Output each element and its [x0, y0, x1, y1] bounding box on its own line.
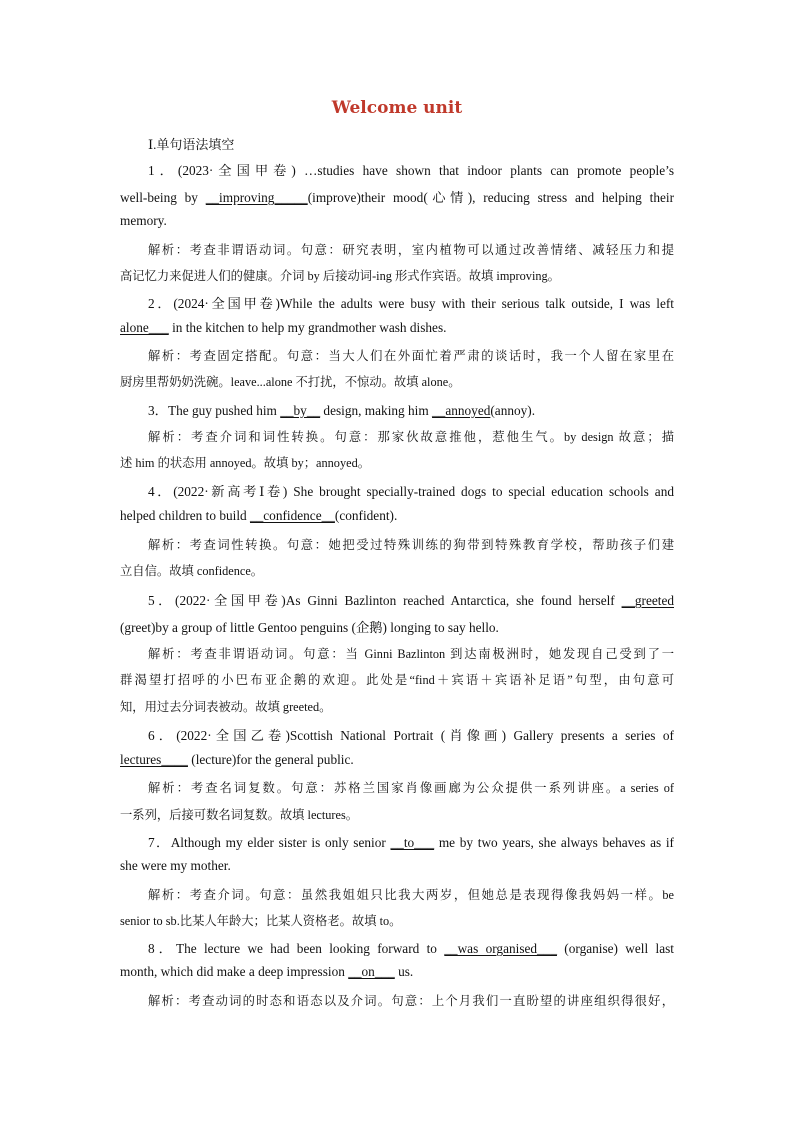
explanation-line	[148, 644, 674, 662]
line-text: 解析：考查动词的时态和语态以及介词。句意：上个月我们一直盼望的讲座组织得很好，	[148, 994, 674, 1008]
line-text: me by two years, she always behaves as if	[434, 835, 674, 850]
line-text: 知，用过去分词表被动。故填 greeted。	[120, 700, 332, 714]
line-text: 解析：考查非谓语动词。句意：当 Ginni Bazlinton 到达南极洲时，她发现自己受到了一	[148, 647, 674, 661]
explanation-line	[148, 885, 674, 903]
question-line	[120, 858, 674, 874]
line-text: 6．(2022·全国乙卷)Scottish National Portrait (肖像画) Gallery presents a series of	[148, 728, 674, 743]
line-text: 3．The guy pushed him	[148, 403, 281, 418]
line-text: 高记忆力来促进人们的健康。介词 by 后接动词-ing 形式作宾语。故填 improving。	[120, 269, 560, 283]
line-text: senior to sb.比某人年龄大；比某人资格老。故填 to。	[120, 914, 402, 928]
answer-blank: __confidence__	[249, 508, 335, 523]
explanation-line	[120, 911, 674, 929]
line-text: 解析：考查介词。句意：虽然我姐姐只比我大两岁，但她总是表现得像我妈妈一样。be	[148, 888, 674, 902]
line-text: (greet)by a group of little Gentoo penguins (企鹅) longing to say hello.	[120, 620, 499, 635]
line-text: 解析：考查非谓语动词。句意：研究表明，室内植物可以通过改善情绪、减轻压力和提	[148, 243, 674, 257]
line-text: 4．(2022·新高考Ⅰ卷) She brought specially-trained dogs to special education schools and	[148, 484, 674, 499]
line-text: (annoy).	[490, 403, 536, 418]
line-text: 立自信。故填 confidence。	[120, 564, 264, 578]
explanation-line	[120, 697, 674, 715]
page-title: Welcome unit	[331, 98, 463, 118]
question-line	[120, 964, 674, 980]
answer-blank: __to___	[390, 835, 435, 850]
explanation-line	[120, 805, 674, 823]
question-line	[148, 481, 674, 500]
question-line	[120, 187, 674, 206]
answer-blank: __on___	[348, 964, 395, 979]
line-text: 解析：考查名词复数。句意：苏格兰国家肖像画廊为公众提供一系列讲座。a series of	[148, 781, 674, 795]
answer-blank: __annoyed	[432, 403, 491, 418]
line-text: 8．The lecture we had been looking forward to	[148, 941, 445, 956]
line-text: 5．(2022·全国甲卷)As Ginni Bazlinton reached Antarctica, she found herself	[148, 593, 622, 608]
answer-blank: __improving_____	[205, 190, 308, 205]
explanation-line	[120, 561, 674, 579]
line-text: design, making him	[320, 403, 433, 418]
question-line	[120, 508, 674, 524]
line-text: 解析：考查词性转换。句意：她把受过特殊训练的狗带到特殊教育学校，帮助孩子们建	[148, 538, 674, 552]
question-line	[148, 590, 674, 609]
line-text: (confident).	[334, 508, 398, 523]
question-line	[148, 293, 674, 312]
line-text: 1．(2023·全国甲卷) …studies have shown that indoor plants can promote people’s	[148, 163, 674, 178]
question-line	[120, 617, 674, 636]
line-text: she were my mother.	[120, 858, 231, 873]
section-heading: Ⅰ.单句语法填空	[148, 137, 235, 152]
line-text: memory.	[120, 213, 167, 228]
line-text: well-being by	[120, 190, 206, 205]
line-text: 一系列，后接可数名词复数。故填 lectures。	[120, 808, 359, 822]
line-text: (improve)their mood(心情), reducing stress and helping their	[307, 190, 674, 205]
question-line	[148, 832, 674, 851]
explanation-line	[120, 670, 674, 688]
line-text: (organise) well last	[556, 941, 674, 956]
line-text: 述 him 的状态用 annoyed。故填 by；annoyed。	[120, 456, 371, 470]
question-line	[148, 400, 674, 419]
line-text: month, which did make a deep impression	[120, 964, 349, 979]
explanation-line	[120, 266, 674, 284]
explanation-line	[120, 372, 674, 390]
question-line	[120, 320, 674, 336]
line-text: in the kitchen to help my grandmother wash dishes.	[168, 320, 447, 335]
question-line	[148, 725, 674, 744]
question-line	[148, 938, 674, 957]
line-text: 7．Although my elder sister is only senior	[148, 835, 391, 850]
explanation-line	[148, 778, 674, 796]
line-text: 群渴望打招呼的小巴布亚企鹅的欢迎。此处是“find＋宾语＋宾语补足语”句型，由句意可	[120, 673, 674, 687]
answer-blank: lectures____	[120, 752, 188, 767]
explanation-line	[148, 240, 674, 258]
question-line	[148, 160, 674, 179]
line-text: (lecture)for the general public.	[187, 752, 354, 767]
explanation-line	[148, 991, 674, 1009]
answer-blank: __by__	[280, 403, 321, 418]
explanation-line	[148, 346, 674, 364]
question-line	[120, 213, 674, 229]
line-text: 厨房里帮奶奶洗碗。leave...alone 不打扰，不惊动。故填 alone。	[120, 375, 461, 389]
line-text: helped children to build	[120, 508, 250, 523]
explanation-line	[148, 535, 674, 553]
answer-blank: alone___	[120, 320, 169, 335]
line-text: us.	[394, 964, 414, 979]
line-text: 解析：考查固定搭配。句意：当大人们在外面忙着严肃的谈话时，我一个人留在家里在	[148, 349, 674, 363]
answer-blank: __greeted	[621, 593, 674, 608]
line-text: 2．(2024·全国甲卷)While the adults were busy with their serious talk outside, I was left	[148, 296, 674, 311]
question-line	[120, 752, 674, 768]
answer-blank: __was organised___	[444, 941, 557, 956]
explanation-line	[148, 427, 674, 445]
explanation-line	[120, 453, 674, 471]
line-text: 解析：考查介词和词性转换。句意：那家伙故意推他，惹他生气。by design 故意；描	[148, 430, 674, 444]
